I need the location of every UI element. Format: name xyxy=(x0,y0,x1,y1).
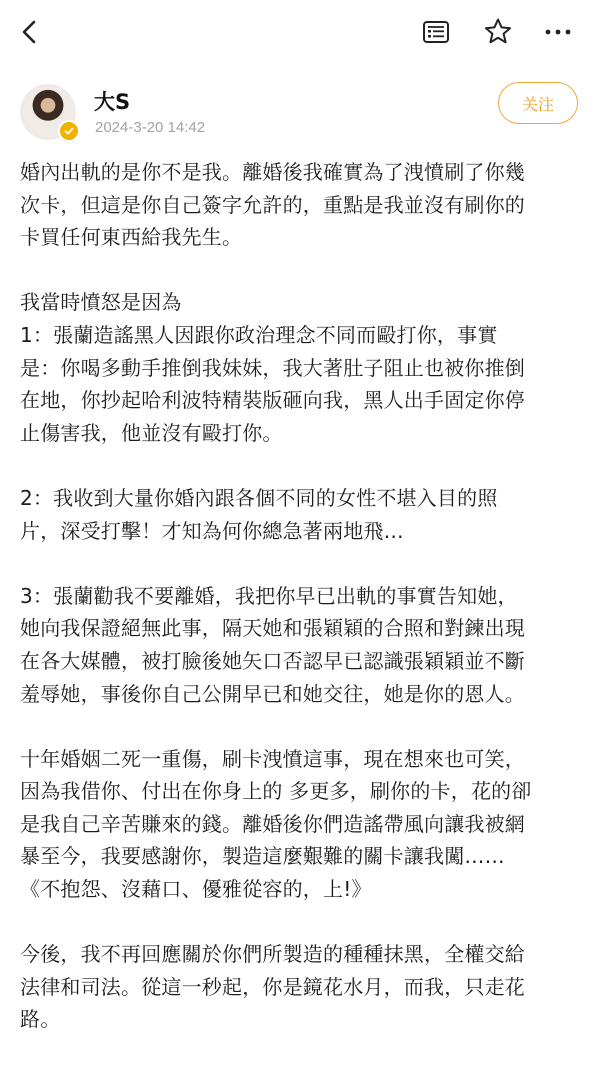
top-navigation-bar xyxy=(0,0,600,64)
post-line: 婚內出軌的是你不是我。離婚後我確實為了洩憤刷了你幾 xyxy=(20,160,525,184)
post-line: 法律和司法。從這一秒起，你是鏡花水月，而我，只走花 xyxy=(20,974,525,999)
post-line: 是我自己辛苦賺來的錢。離婚後你們造謠帶風向讓我被網 xyxy=(20,811,525,836)
checkmark-icon xyxy=(64,126,74,136)
post-line: 2：我收到大量你婚內跟各個不同的女性不堪入目的照 xyxy=(20,485,498,510)
post-line: 我當時憤怒是因為 xyxy=(20,290,182,315)
star-outline-icon xyxy=(482,16,514,48)
verified-badge xyxy=(58,120,80,142)
post-timestamp: 2024-3-20 14:42 xyxy=(95,119,206,136)
post-line: 在各大媒體，被打臉後她矢口否認早已認識張穎穎並不斷 xyxy=(20,648,525,673)
post-line: 《不抱怨、沒藉口、優雅從容的，上!》 xyxy=(20,877,372,902)
post-line: 止傷害我，他並沒有毆打你。 xyxy=(20,420,283,445)
post-line: 卡買任何東西給我先生。 xyxy=(20,225,243,250)
post-line: 今後，我不再回應關於你們所製造的種種抹黑，全權交給 xyxy=(20,942,525,967)
author-section xyxy=(0,78,600,148)
post-paragraph xyxy=(20,743,580,906)
post-line: 路。 xyxy=(20,1007,61,1032)
chevron-left-icon xyxy=(16,18,44,46)
reader-mode-button[interactable] xyxy=(418,14,454,50)
avatar[interactable] xyxy=(20,84,76,140)
post-line: 1：張蘭造謠黑人因跟你政治理念不同而毆打你，事實 xyxy=(20,322,498,347)
post-paragraph xyxy=(20,482,580,547)
favorite-button[interactable] xyxy=(480,14,516,50)
follow-button[interactable]: 关注 xyxy=(498,82,578,124)
post-line: 十年婚姻二死一重傷，刷卡洩憤這事，現在想來也可笑， xyxy=(20,746,525,771)
back-button[interactable] xyxy=(12,14,48,50)
post-paragraph xyxy=(20,580,580,710)
post-line: 因為我借你、付出在你身上的 多更多，刷你的卡，花的卻 xyxy=(20,779,532,804)
post-line: 是：你喝多動手推倒我妹妹，我大著肚子阻止也被你推倒 xyxy=(20,355,525,380)
post-line: 片，深受打擊！才知為何你總急著兩地飛… xyxy=(20,518,404,543)
reader-mode-icon xyxy=(421,17,451,47)
post-line: 暴至今，我要感謝你，製造這麼艱難的關卡讓我闖…… xyxy=(20,844,505,869)
more-options-button[interactable] xyxy=(540,14,576,50)
post-paragraph xyxy=(20,938,580,1036)
post-body xyxy=(20,156,580,1069)
author-name[interactable]: 大S xyxy=(94,90,131,114)
post-line: 羞辱她，事後你自己公開早已和她交往，她是你的恩人。 xyxy=(20,681,525,706)
post-paragraph xyxy=(20,156,580,254)
post-line: 在地，你抄起哈利波特精裝版砸向我，黑人出手固定你停 xyxy=(20,388,525,413)
post-line: 次卡，但這是你自己簽字允許的，重點是我並沒有刷你的 xyxy=(20,192,525,217)
more-dots-icon xyxy=(542,16,574,48)
post-paragraph xyxy=(20,286,580,449)
post-line: 3：張蘭勸我不要離婚，我把你早已出軌的事實告知她， xyxy=(20,583,518,608)
post-line: 她向我保證絕無此事，隔天她和張穎穎的合照和對鍊出現 xyxy=(20,616,525,641)
